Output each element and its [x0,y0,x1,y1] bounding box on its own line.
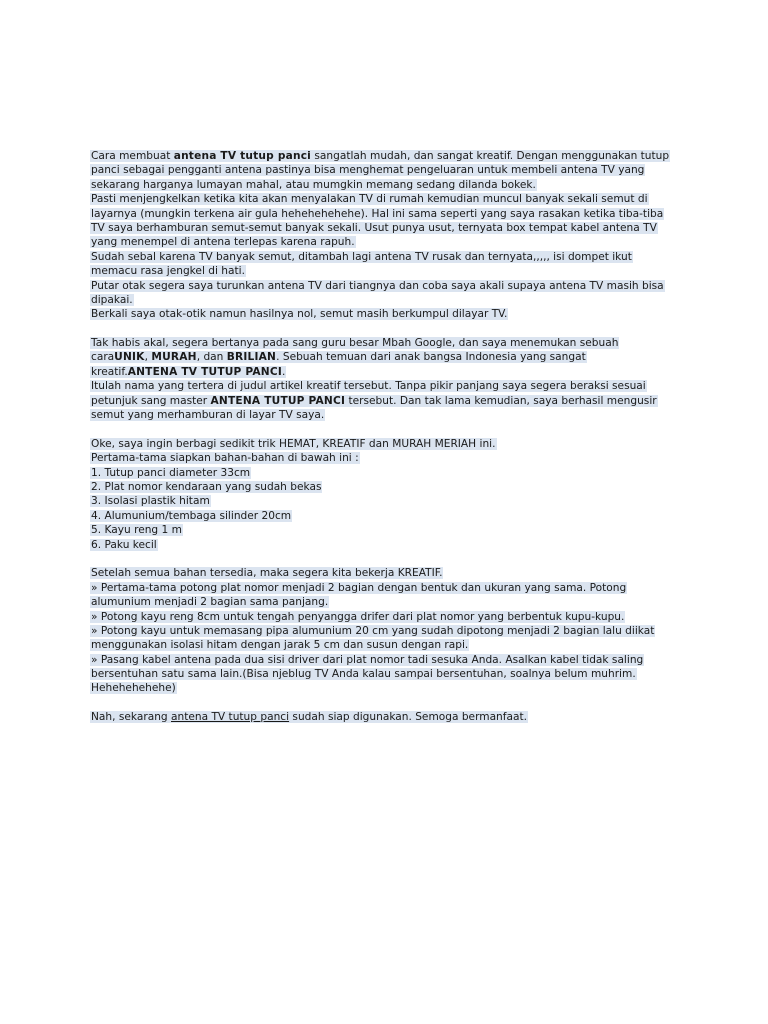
keyword-antena-tutup-panci: ANTENA TUTUP PANCI [210,394,346,407]
text-line: Itulah nama yang tertera di judul artikel kreatif tersebut. Tanpa pikir panjang saya segera beraksi sesuai [91,380,646,393]
list-item: 1. Tutup panci diameter 33cm [91,466,251,479]
text-line: » Potong kayu reng 8cm untuk tengah penyangga drifer dari plat nomor yang berbentuk kupu-kupu. [91,610,625,623]
text-line [90,350,690,364]
text-line: » Potong kayu untuk memasang pipa alumunium 20 cm yang sudah dipotong menjadi 2 bagian lalu diikat [91,624,655,637]
text-line: Pasti menjengkelkan ketika kita akan menyalakan TV di rumah kemudian muncul banyak sekali semut di [91,193,648,206]
paragraph-spacer [90,696,690,710]
article-link[interactable]: antena TV tutup panci [171,711,290,724]
paragraph-spacer [90,322,690,336]
text-run: . Sebuah temuan dari anak bangsa Indonesia yang sangat [276,351,586,364]
text-line: Tak habis akal, segera bertanya pada sang guru besar Mbah Google, dan saya menemukan sebuah [91,337,619,350]
text-line: yang menempel di antena terlepas karena rapuh. [91,236,355,249]
list-item: 4. Alumunium/tembaga silinder 20cm [91,509,292,522]
text-line: dipakai. [91,293,133,306]
keyword-unik: UNIK [114,351,145,364]
text-line: Setelah semua bahan tersedia, maka segera kita bekerja KREATIF. [91,567,443,580]
paragraph-discovery [90,336,690,422]
paragraph-materials [90,437,690,552]
text-line: bersentuhan satu sama lain.(Bisa njeblug TV Anda kalau sampai bersentuhan, soalnya belum muhrim. [91,668,636,681]
text-run: sudah siap digunakan. Semoga bermanfaat. [289,711,528,724]
text-line: menggunakan isolasi hitam dengan jarak 5 cm dan susun dengan rapi. [91,639,469,652]
text-run: cara [91,351,115,364]
paragraph-steps [90,566,690,696]
text-line: panci sebagai pengganti antena pastinya bisa menghemat pengeluaran untuk membeli antena TV yang [91,164,645,177]
text-line: layarnya (mungkin terkena air gula hehehehehehe). Hal ini sama seperti yang saya rasakan ketika tiba-tiba [91,207,664,220]
text-run: petunjuk sang master [91,394,211,407]
list-item: 5. Kayu reng 1 m [91,524,182,537]
paragraph-spacer [90,422,690,436]
text-run: . [281,365,286,378]
text-run: Cara membuat [91,150,174,162]
text-line [90,710,690,724]
keyword-antena-tv-tutup-panci-caps: ANTENA TV TUTUP PANCI [127,365,282,378]
text-line: Berkali saya otak-otik namun hasilnya nol, semut masih berkumpul dilayar TV. [91,308,508,321]
text-line: memacu rasa jengkel di hati. [91,265,245,278]
text-line [90,365,690,379]
text-line: alumunium menjadi 2 bagian sama panjang. [91,596,329,609]
keyword-brilian: BRILIAN [226,351,277,364]
text-line [90,149,690,163]
paragraph-spacer [90,552,690,566]
text-run: kreatif. [91,365,128,378]
text-run: Nah, sekarang [91,711,171,724]
list-item: 3. Isolasi plastik hitam [91,495,210,508]
text-line [90,394,690,408]
keyword-antena-tv-tutup-panci: antena TV tutup panci [173,150,312,162]
text-run: , dan [196,351,227,364]
text-line: Sudah sebal karena TV banyak semut, ditambah lagi antena TV rusak dan ternyata,,,,, isi dompet ikut [91,250,632,263]
text-line: » Pertama-tama potong plat nomor menjadi 2 bagian dengan bentuk dan ukuran yang sama. Potong [91,581,627,594]
text-line: Hehehehehehe) [91,682,176,695]
paragraph-intro [90,149,690,322]
list-item: 6. Paku kecil [91,538,157,551]
list-item: 2. Plat nomor kendaraan yang sudah bekas [91,480,322,493]
text-run: , [144,351,152,364]
text-line: » Pasang kabel antena pada dua sisi driver dari plat nomor tadi sesuka Anda. Asalkan kabel tidak saling [91,653,644,666]
keyword-murah: MURAH [151,351,197,364]
article-body [90,149,690,725]
text-line: Pertama-tama siapkan bahan-bahan di bawah ini : [91,452,359,465]
text-line: Putar otak segera saya turunkan antena TV dari tiangnya dan coba saya akali supaya antena TV masih bisa [91,279,664,292]
text-line: TV saya berhamburan semut-semut banyak sekali. Usut punya usut, ternyata box tempat kabel antena TV [91,221,657,234]
text-run: sangatlah mudah, dan sangat kreatif. Dengan menggunakan tutup [311,150,670,162]
text-line: sekarang harganya lumayan mahal, atau mumgkin memang sedang dilanda bokek. [91,178,536,191]
text-line: semut yang merhamburan di layar TV saya. [91,409,325,422]
text-run: tersebut. Dan tak lama kemudian, saya berhasil mengusir [345,394,657,407]
text-line: Oke, saya ingin berbagi sedikit trik HEMAT, KREATIF dan MURAH MERIAH ini. [91,437,496,450]
paragraph-closing [90,710,690,724]
